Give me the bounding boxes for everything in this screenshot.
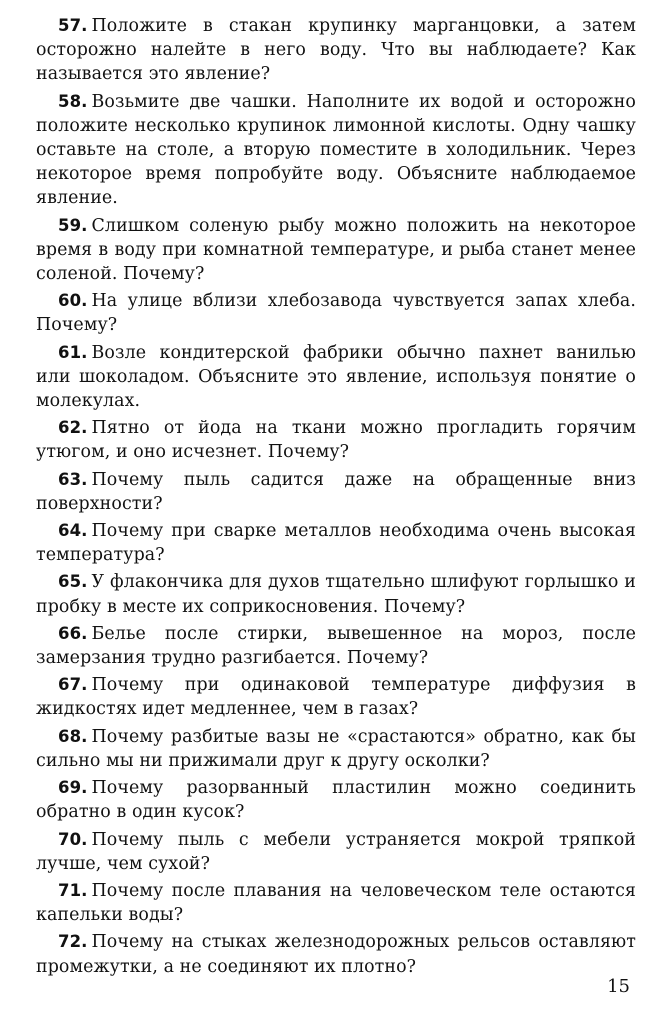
problem-number: 64.: [58, 521, 88, 541]
problem-text: Слишком соленую рыбу можно положить на некоторое время в воду при комнатной температуре, и рыба станет менее соленой. Почему?: [36, 215, 636, 285]
problem-64: [36, 519, 636, 567]
problem-text: Почему при одинаковой температуре диффузия в жидкостях идет медленнее, чем в газах?: [36, 675, 636, 720]
problem-number: 71.: [58, 880, 88, 900]
problem-text: Положите в стакан крупинку марганцовки, а затем осторожно налейте в него воду. Что вы наблюдаете? Как называется это явление?: [36, 16, 636, 85]
problem-number: 61.: [58, 342, 88, 362]
problem-text: Возле кондитерской фабрики обычно пахнет ванилью или шоколадом. Объясните это явление, используя понятие о молекулах.: [36, 342, 636, 412]
problem-text: Белье после стирки, вывешенное на мороз, после замерзания трудно разгибается. Почему?: [36, 623, 636, 669]
problem-68: [36, 725, 636, 773]
problem-text: Почему при сварке металлов необходима очень высокая температура?: [36, 521, 636, 566]
problem-65: [36, 570, 636, 618]
problem-text: Почему пыль садится даже на обращенные вниз поверхности?: [36, 469, 636, 514]
problem-59: [36, 214, 636, 287]
problem-63: [36, 468, 636, 516]
problem-60: [36, 289, 636, 337]
problem-number: 60.: [58, 291, 88, 311]
problem-text: Пятно от йода на ткани можно прогладить горячим утюгом, и оно исчезнет. Почему?: [36, 418, 636, 463]
problem-66: [36, 622, 636, 670]
problem-number: 57.: [58, 16, 88, 35]
problem-69: [36, 776, 636, 824]
problem-number: 58.: [58, 91, 88, 111]
problem-text: Почему разбитые вазы не «срастаются» обратно, как бы сильно мы ни прижимали друг к другу осколки?: [36, 726, 636, 771]
problem-number: 72.: [58, 932, 88, 952]
problem-list: [36, 14, 636, 982]
page-number: 15: [607, 976, 630, 997]
problem-text: У флакончика для духов тщательно шлифуют горлышко и пробку в месте их соприкосновения. Почему?: [36, 572, 636, 617]
problem-number: 68.: [58, 726, 88, 746]
problem-72: [36, 930, 636, 978]
problem-text: Почему на стыках железнодорожных рельсов оставляют промежутки, а не соединяют их плотно?: [36, 932, 636, 977]
problem-number: 69.: [58, 778, 88, 798]
problem-61: [36, 341, 636, 414]
problem-number: 62.: [58, 418, 88, 438]
problem-67: [36, 673, 636, 721]
problem-57: [36, 14, 636, 87]
problem-70: [36, 828, 636, 876]
problem-62: [36, 416, 636, 464]
problem-number: 63.: [58, 469, 88, 489]
problem-text: Почему разорванный пластилин можно соединить обратно в один кусок?: [36, 778, 636, 823]
problem-number: 67.: [58, 675, 88, 695]
problem-text: На улице вблизи хлебозавода чувствуется запах хлеба. Почему?: [36, 291, 636, 336]
problem-number: 59.: [58, 215, 88, 235]
problem-text: Почему после плавания на человеческом теле остаются капельки воды?: [36, 880, 636, 926]
problem-71: [36, 879, 636, 927]
problem-text: Возьмите две чашки. Наполните их водой и осторожно положите несколько крупинок лимонной кислоты. Одну чашку оставьте на столе, а вторую поместите в холодильник. Через некоторое время попробуйте воду. Объясните наблюдаемое явление.: [36, 91, 636, 209]
problem-58: [36, 90, 636, 211]
problem-text: Почему пыль с мебели устраняется мокрой тряпкой лучше, чем сухой?: [36, 829, 636, 874]
problem-number: 70.: [58, 829, 88, 849]
problem-number: 65.: [58, 572, 88, 592]
problem-number: 66.: [58, 623, 88, 643]
